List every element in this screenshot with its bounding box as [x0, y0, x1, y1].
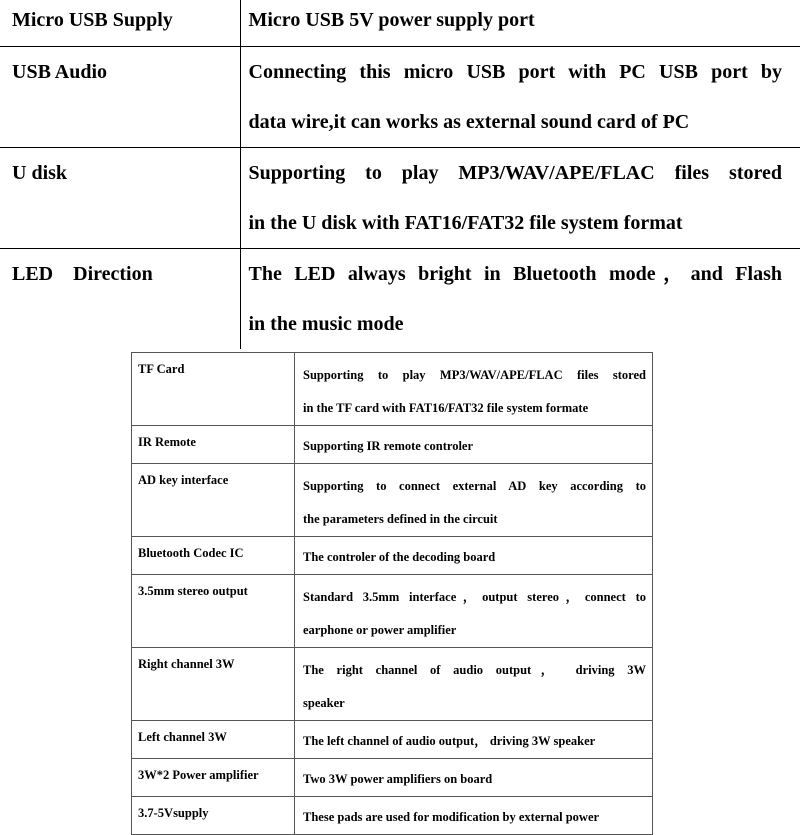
description-line: Supporting to play MP3/WAV/APE/FLAC files stored: [248, 162, 782, 184]
table-row: [0, 0, 800, 47]
row-key: 3W*2 Power amplifier: [132, 759, 295, 797]
row-key: Micro USB Supply: [12, 9, 173, 31]
row-description: [295, 464, 653, 537]
table-row: [132, 353, 653, 426]
row-key: IR Remote: [132, 426, 295, 464]
description-line: data wire,it can works as external sound card of PC: [248, 111, 690, 133]
row-description: [240, 148, 800, 249]
row-description: [240, 47, 800, 148]
row-description: [295, 797, 653, 835]
description-line: speaker: [303, 696, 345, 710]
row-key: USB Audio: [12, 61, 108, 83]
row-description: [240, 0, 800, 47]
description-line: These pads are used for modification by external power: [303, 810, 600, 824]
table-row: [0, 47, 800, 148]
row-key: Left channel 3W: [132, 721, 295, 759]
row-description: [295, 759, 653, 797]
table-row: [0, 148, 800, 249]
description-line: Supporting to play MP3/WAV/APE/FLAC files stored: [303, 368, 646, 382]
table-row: [132, 721, 653, 759]
row-description: [295, 648, 653, 721]
table-row: [132, 759, 653, 797]
description-line: earphone or power amplifier: [303, 623, 457, 637]
description-line: in the TF card with FAT16/FAT32 file system formate: [303, 401, 589, 415]
description-line: Micro USB 5V power supply port: [248, 9, 535, 31]
table-row: [132, 648, 653, 721]
description-line: The left channel of audio output， driving 3W speaker: [303, 734, 596, 748]
description-line: the parameters defined in the circuit: [303, 512, 498, 526]
table-row: [132, 797, 653, 835]
description-line: Two 3W power amplifiers on board: [303, 772, 493, 786]
table-row: [132, 426, 653, 464]
row-key: AD key interface: [132, 464, 295, 537]
table-row: [132, 537, 653, 575]
description-line: The LED always bright in Bluetooth mode，and Flash: [248, 263, 782, 285]
row-key: Bluetooth Codec IC: [132, 537, 295, 575]
description-line: The controler of the decoding board: [303, 550, 496, 564]
description-line: in the U disk with FAT16/FAT32 file system format: [248, 212, 683, 234]
description-line: Supporting to connect external AD key according to: [303, 479, 646, 493]
row-key: U disk: [12, 162, 68, 184]
row-description: [295, 426, 653, 464]
description-line: in the music mode: [248, 313, 404, 335]
row-key: TF Card: [132, 353, 295, 426]
table-row: [132, 575, 653, 648]
spec-table-bottom: [131, 352, 653, 835]
row-key: Right channel 3W: [132, 648, 295, 721]
row-description: [295, 353, 653, 426]
row-key: 3.5mm stereo output: [132, 575, 295, 648]
row-description: [295, 575, 653, 648]
row-description: [295, 537, 653, 575]
description-line: The right channel of audio output， driving 3W: [303, 663, 646, 677]
table-row: [132, 464, 653, 537]
row-key: LED Direction: [12, 263, 153, 285]
description-line: Standard 3.5mm interface，output stereo，connect to: [303, 590, 646, 604]
row-description: [240, 249, 800, 350]
spec-table-top: [0, 0, 800, 349]
row-description: [295, 721, 653, 759]
table-row: [0, 249, 800, 350]
description-line: Connecting this micro USB port with PC USB port by: [248, 61, 782, 83]
description-line: Supporting IR remote controler: [303, 439, 474, 453]
row-key: 3.7-5Vsupply: [132, 797, 295, 835]
